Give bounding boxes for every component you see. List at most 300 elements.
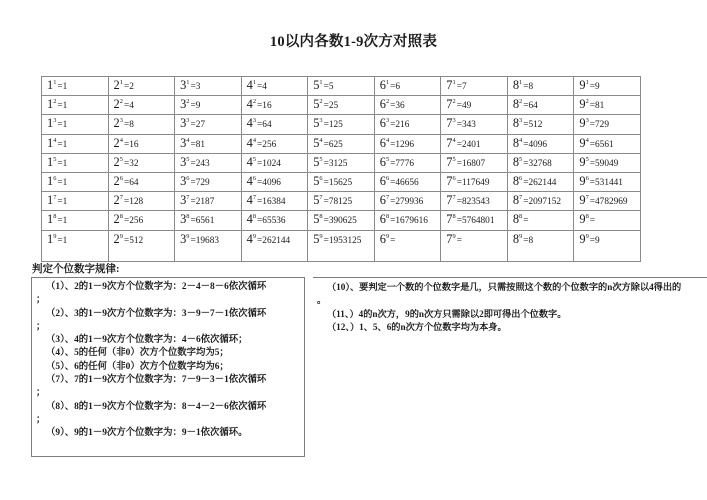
equals-sign: = <box>523 197 529 208</box>
power-expression <box>180 96 241 114</box>
power-value: 16807 <box>461 158 486 169</box>
power-cell <box>441 115 508 134</box>
power-value: 1 <box>62 82 68 92</box>
power-cell <box>374 77 441 96</box>
power-base: $4^6$ <box>246 173 257 188</box>
page-title: 10以内各数1-9次方对照表 <box>269 34 438 50</box>
equals-sign: = <box>390 216 396 227</box>
power-base: $8^2$ <box>512 97 523 112</box>
power-cell <box>42 153 109 172</box>
power-base: $3^7$ <box>180 193 190 208</box>
equals-sign: = <box>456 177 462 188</box>
power-value: 262144 <box>262 235 291 246</box>
power-base: $1^7$ <box>47 193 57 208</box>
power-expression <box>114 231 175 249</box>
power-value: 4096 <box>528 139 548 150</box>
power-value: 9 <box>595 82 600 92</box>
power-value: 9 <box>595 235 600 246</box>
power-value: 3 <box>195 82 201 92</box>
power-expression <box>579 115 640 133</box>
power-exponent: 6 <box>252 174 257 182</box>
power-base: $2^4$ <box>113 135 123 150</box>
power-exponent: 5 <box>585 155 589 163</box>
power-expression <box>579 135 640 153</box>
power-expression <box>380 96 441 114</box>
power-expression <box>380 173 441 191</box>
power-base: $3^8$ <box>180 212 190 227</box>
power-base: $8^3$ <box>512 116 523 131</box>
power-value: 59049 <box>595 158 619 169</box>
power-expression <box>114 154 175 172</box>
power-value: 1 <box>62 216 68 227</box>
power-expression <box>247 77 308 95</box>
power-expression <box>114 192 175 210</box>
equals-sign: = <box>456 139 462 150</box>
power-cell <box>241 211 308 230</box>
power-cell <box>108 230 175 261</box>
power-base: $9^5$ <box>579 154 589 169</box>
power-value: 8 <box>129 120 134 131</box>
equals-sign: = <box>123 120 130 131</box>
power-exponent: 6 <box>53 174 57 182</box>
equals-sign: = <box>57 158 63 169</box>
power-cell <box>175 192 242 211</box>
power-cell <box>507 134 574 153</box>
power-value: 256 <box>262 139 277 150</box>
power-expression <box>446 96 507 114</box>
power-base: $1^9$ <box>47 231 57 246</box>
power-expression <box>114 135 175 153</box>
power-value: 823543 <box>461 197 490 208</box>
power-base: $3^6$ <box>180 173 190 188</box>
power-base: $7^6$ <box>446 173 456 188</box>
power-base: $5^4$ <box>313 135 323 150</box>
power-expression <box>380 211 441 229</box>
equals-sign: = <box>190 101 196 112</box>
power-cell <box>574 192 641 211</box>
equals-sign: = <box>323 101 329 112</box>
equals-sign: = <box>323 158 329 169</box>
equals-sign: = <box>257 82 263 92</box>
equals-sign: = <box>589 120 596 131</box>
power-base: $4^3$ <box>246 116 257 131</box>
power-cell <box>507 96 574 115</box>
equals-sign: = <box>190 216 196 227</box>
power-expression <box>313 173 374 191</box>
power-cell <box>108 192 175 211</box>
power-expression <box>380 115 441 133</box>
power-table <box>41 76 641 262</box>
power-value: 78125 <box>328 197 353 208</box>
power-base: $2^3$ <box>113 116 123 131</box>
equals-sign: = <box>390 120 396 131</box>
power-cell <box>241 77 308 96</box>
power-base: $6^1$ <box>379 78 390 92</box>
table-row <box>42 134 641 153</box>
equals-sign: = <box>456 158 462 169</box>
equals-sign: = <box>323 139 329 150</box>
power-expression <box>446 115 507 133</box>
equals-sign: = <box>390 158 396 169</box>
power-exponent: 2 <box>119 98 123 106</box>
power-value: 625 <box>328 139 343 150</box>
power-exponent: 7 <box>186 194 190 201</box>
power-value: 5 <box>328 82 334 92</box>
power-expression <box>446 77 507 95</box>
power-expression <box>180 231 241 249</box>
power-value: 9 <box>195 101 201 112</box>
power-base: $8^7$ <box>512 193 523 208</box>
power-cell <box>308 172 375 191</box>
power-expression <box>114 211 175 229</box>
power-cell <box>374 153 441 172</box>
power-expression <box>380 77 441 95</box>
power-value: 1 <box>62 197 68 208</box>
power-value: 46656 <box>395 177 419 188</box>
power-cell <box>441 77 508 96</box>
equals-sign: = <box>390 139 396 150</box>
power-base: $3^9$ <box>180 231 190 246</box>
power-expression <box>513 96 574 114</box>
power-expression <box>579 231 640 249</box>
power-exponent: 2 <box>319 98 323 106</box>
power-base: $3^2$ <box>180 97 190 112</box>
power-expression <box>579 96 640 114</box>
power-exponent: 3 <box>585 117 589 125</box>
power-cell <box>42 134 109 153</box>
power-expression <box>313 154 374 172</box>
power-expression <box>114 77 175 95</box>
power-table-container <box>41 76 641 262</box>
power-exponent: 6 <box>319 174 323 182</box>
power-exponent: 8 <box>319 213 323 221</box>
power-base: $6^6$ <box>379 173 390 188</box>
power-cell <box>374 211 441 230</box>
power-expression <box>579 77 640 95</box>
power-base: $2^5$ <box>113 154 123 169</box>
power-exponent: 4 <box>119 136 123 144</box>
power-exponent: 5 <box>385 155 390 163</box>
power-value: 19683 <box>195 235 219 246</box>
power-exponent: 1 <box>252 78 257 86</box>
power-expression <box>247 211 308 229</box>
power-cell <box>108 172 175 191</box>
power-base: $5^5$ <box>313 154 323 169</box>
power-cell <box>42 172 109 191</box>
power-expression <box>47 173 108 191</box>
power-base: $4^5$ <box>246 154 257 169</box>
equals-sign: = <box>323 120 329 131</box>
power-cell <box>241 192 308 211</box>
power-base: $9^7$ <box>579 193 589 208</box>
equals-sign: = <box>456 235 462 246</box>
equals-sign: = <box>523 158 529 169</box>
power-expression <box>114 173 175 191</box>
equals-sign: = <box>190 158 196 169</box>
rule-item: （3）、4的1－9次方个位数字为：4－6依次循环； <box>46 335 248 346</box>
power-cell <box>374 192 441 211</box>
power-cell <box>574 211 641 230</box>
power-cell <box>507 77 574 96</box>
equals-sign: = <box>589 139 596 150</box>
equals-sign: = <box>589 101 596 112</box>
power-expression <box>247 154 308 172</box>
power-base: $9^6$ <box>579 173 589 188</box>
power-base: $6^4$ <box>379 135 390 150</box>
power-exponent: 4 <box>585 136 589 144</box>
power-exponent: 5 <box>186 155 190 163</box>
power-exponent: 1 <box>519 78 523 86</box>
power-value: 256 <box>129 216 144 227</box>
power-cell <box>175 77 242 96</box>
equals-sign: = <box>190 139 196 150</box>
power-value: 64 <box>262 120 272 131</box>
power-base: $6^9$ <box>379 231 390 246</box>
table-row <box>42 192 641 211</box>
power-expression <box>180 154 241 172</box>
rule-item: （10）、要判定一个数的个位数字是几，只需按照这个数的个位数字的n次方除以4得出的 <box>327 282 682 292</box>
power-base: $8^8$ <box>512 212 523 227</box>
power-cell <box>507 230 574 261</box>
power-exponent: 4 <box>53 136 57 144</box>
power-expression <box>513 211 574 229</box>
power-exponent: 8 <box>252 213 257 221</box>
power-exponent: 2 <box>186 98 190 106</box>
power-value: 5764801 <box>461 216 495 227</box>
equals-sign: = <box>323 197 329 208</box>
power-cell <box>42 192 109 211</box>
power-exponent: 2 <box>452 98 456 106</box>
rule-item: （9）、9的1－9次方个位数字为：9－1依次循环。 <box>46 428 248 439</box>
power-expression <box>114 96 175 114</box>
power-cell <box>241 134 308 153</box>
power-cell <box>441 192 508 211</box>
power-base: $4^2$ <box>246 97 257 112</box>
equals-sign: = <box>523 82 529 92</box>
rules-left-box <box>31 277 305 457</box>
power-base: $4^7$ <box>246 193 257 208</box>
power-base: $5^9$ <box>313 231 323 246</box>
power-exponent: 7 <box>519 194 523 201</box>
table-row <box>42 211 641 230</box>
power-cell <box>241 115 308 134</box>
power-base: $3^3$ <box>180 116 190 131</box>
equals-sign: = <box>523 139 529 150</box>
equals-sign: = <box>390 82 396 92</box>
power-value: 25 <box>328 101 339 112</box>
power-cell <box>108 153 175 172</box>
power-base: $4^1$ <box>246 78 257 92</box>
power-cell <box>441 134 508 153</box>
power-value: 1296 <box>395 139 414 150</box>
power-cell <box>241 96 308 115</box>
power-base: $2^7$ <box>113 193 123 208</box>
power-cell <box>441 211 508 230</box>
equals-sign: = <box>257 177 263 188</box>
power-cell <box>507 172 574 191</box>
power-expression <box>579 173 640 191</box>
power-expression <box>380 231 441 249</box>
power-value: 343 <box>461 120 476 131</box>
equals-sign: = <box>57 101 63 112</box>
power-base: $1^6$ <box>47 173 57 188</box>
power-cell <box>507 153 574 172</box>
power-cell <box>441 230 508 261</box>
power-exponent: 7 <box>319 194 323 201</box>
power-cell <box>308 192 375 211</box>
power-base: $7^9$ <box>446 231 456 246</box>
power-cell <box>574 96 641 115</box>
power-value: 117649 <box>461 177 490 188</box>
power-value: 128 <box>129 197 144 208</box>
power-value: 4 <box>262 82 267 92</box>
power-cell <box>574 134 641 153</box>
equals-sign: = <box>589 235 596 246</box>
power-expression <box>180 77 241 95</box>
power-base: $6^7$ <box>379 193 390 208</box>
rule-item: （8）、8的1－9次方个位数字为：8－4－2－6依次循环 <box>46 401 267 412</box>
equals-sign: = <box>57 120 63 131</box>
power-cell <box>374 115 441 134</box>
power-exponent: 7 <box>452 194 456 201</box>
power-exponent: 9 <box>119 232 123 240</box>
power-exponent: 1 <box>385 78 390 86</box>
power-expression <box>47 135 108 153</box>
power-cell <box>374 172 441 191</box>
power-cell <box>308 134 375 153</box>
power-exponent: 7 <box>585 194 589 201</box>
power-expression <box>579 192 640 210</box>
power-expression <box>513 231 574 249</box>
power-cell <box>241 230 308 261</box>
power-value: 6 <box>395 82 401 92</box>
power-cell <box>441 96 508 115</box>
equals-sign: = <box>57 139 63 150</box>
power-expression <box>313 115 374 133</box>
power-value: 1 <box>62 120 68 131</box>
power-value: 512 <box>528 120 543 131</box>
power-cell <box>108 211 175 230</box>
equals-sign: = <box>123 197 130 208</box>
power-cell <box>175 172 242 191</box>
power-base: $1^8$ <box>47 212 57 227</box>
power-value: 8 <box>528 235 534 246</box>
power-value: 729 <box>195 177 210 188</box>
power-exponent: 1 <box>452 78 456 86</box>
equals-sign: = <box>589 197 596 208</box>
power-base: $2^9$ <box>113 231 123 246</box>
power-exponent: 7 <box>252 194 257 201</box>
rule-item-continuation: 。 <box>317 295 327 306</box>
power-base: $9^4$ <box>579 135 589 150</box>
table-row <box>42 153 641 172</box>
power-expression <box>446 231 507 249</box>
power-base: $7^8$ <box>446 212 456 227</box>
power-exponent: 3 <box>252 117 257 125</box>
power-expression <box>247 192 308 210</box>
power-base: $7^5$ <box>446 154 456 169</box>
power-base: $9^8$ <box>579 212 589 227</box>
equals-sign: = <box>190 177 196 188</box>
power-value: 1 <box>62 101 68 112</box>
power-base: $6^8$ <box>379 212 390 227</box>
power-expression <box>313 135 374 153</box>
rule-item-continuation: ； <box>36 414 46 425</box>
equals-sign: = <box>589 177 596 188</box>
power-cell <box>574 77 641 96</box>
power-cell <box>42 211 109 230</box>
power-base: $4^4$ <box>246 135 257 150</box>
power-base: $8^9$ <box>512 231 523 246</box>
power-value: 81 <box>195 139 206 150</box>
power-value: 2401 <box>461 139 481 150</box>
power-base: $4^9$ <box>246 231 257 246</box>
rules-right-box <box>313 277 707 457</box>
power-value: 36 <box>395 101 405 112</box>
table-row <box>42 77 641 96</box>
power-expression <box>47 231 108 249</box>
power-base: $3^5$ <box>180 154 190 169</box>
power-expression <box>47 154 108 172</box>
power-value: 390625 <box>328 216 357 227</box>
equals-sign: = <box>390 101 396 112</box>
equals-sign: = <box>257 235 263 246</box>
equals-sign: = <box>57 177 63 188</box>
power-base: $7^7$ <box>446 193 456 208</box>
table-row <box>42 172 641 191</box>
power-exponent: 2 <box>53 98 57 106</box>
power-expression <box>446 173 507 191</box>
power-base: $7^3$ <box>446 116 456 131</box>
power-base: $6^2$ <box>379 97 390 112</box>
power-exponent: 6 <box>452 174 456 182</box>
power-value: 64 <box>528 101 538 112</box>
rule-item: （12、）1、5、6的n次方个位数字均为本身。 <box>327 321 507 332</box>
power-exponent: 8 <box>119 213 123 221</box>
power-cell <box>441 153 508 172</box>
power-exponent: 9 <box>252 232 257 240</box>
equals-sign: = <box>123 139 130 150</box>
power-exponent: 3 <box>53 117 57 125</box>
equals-sign: = <box>390 197 396 208</box>
power-cell <box>574 230 641 261</box>
power-exponent: 1 <box>319 78 323 86</box>
power-exponent: 3 <box>186 117 190 125</box>
equals-sign: = <box>123 158 130 169</box>
power-value: 216 <box>395 120 410 131</box>
power-value: 729 <box>595 120 609 131</box>
equals-sign: = <box>57 235 63 246</box>
power-expression <box>313 192 374 210</box>
power-exponent: 8 <box>519 213 523 221</box>
power-expression <box>513 115 574 133</box>
power-exponent: 6 <box>385 174 390 182</box>
equals-sign: = <box>523 177 529 188</box>
power-value: 2187 <box>195 197 215 208</box>
equals-sign: = <box>456 216 462 227</box>
power-value: 1679616 <box>395 216 428 227</box>
power-value: 2097152 <box>528 197 562 208</box>
power-cell <box>108 96 175 115</box>
power-cell <box>108 134 175 153</box>
power-base: $5^7$ <box>313 193 323 208</box>
power-exponent: 5 <box>252 155 257 163</box>
power-expression <box>247 173 308 191</box>
power-value: 64 <box>129 177 139 188</box>
power-value: 7776 <box>395 158 414 169</box>
power-exponent: 5 <box>53 155 57 163</box>
power-exponent: 9 <box>385 232 390 240</box>
